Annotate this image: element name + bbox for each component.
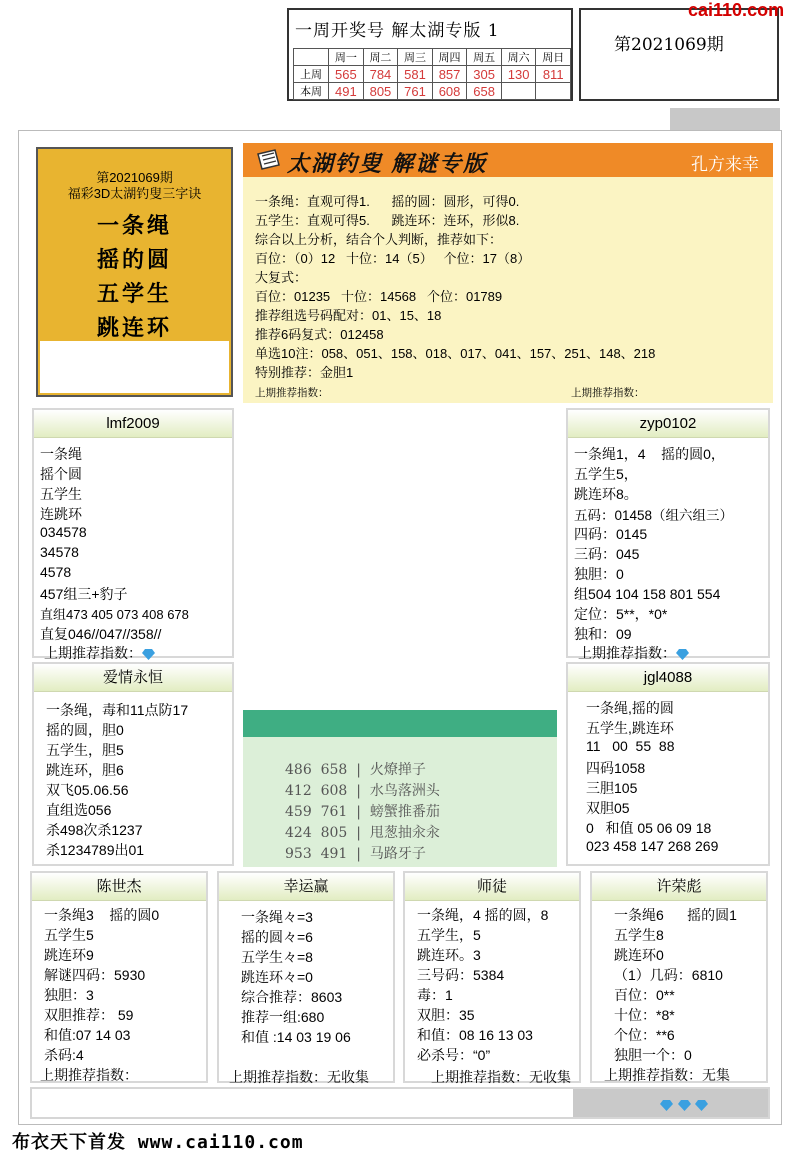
diamond-icon	[142, 649, 155, 660]
diamond-icon	[695, 1100, 708, 1111]
box-line: 直复046//047//358//	[40, 626, 162, 642]
grey-bar	[670, 108, 780, 130]
box-zyp0102	[566, 408, 770, 661]
box-line: 五码：01458（组六组三）	[574, 508, 734, 523]
main-header	[243, 143, 773, 177]
main-line: 百位：（0）12 十位：14（5） 个位：17（8）	[255, 251, 531, 266]
box-line: 跳连环0	[614, 947, 664, 963]
box-line: 34578	[40, 544, 79, 560]
main-note-left: 上期推荐指数：	[255, 387, 329, 399]
box-line: 和值：08 16 13 03	[417, 1027, 533, 1043]
box-line: 综合推荐：8603	[241, 989, 343, 1005]
box-line: （1）几码：6810	[614, 967, 723, 983]
main-line: 推荐6码复式：012458	[255, 327, 384, 342]
box-line: 组504 104 158 801 554	[574, 586, 721, 602]
box-line: 摇的圆々=6	[241, 929, 313, 945]
weekly-draw-title: 一周开奖号 解太湖专版 1	[295, 21, 500, 41]
poster-line: 一条绳	[96, 213, 172, 239]
box-line: 三号码：5384	[417, 967, 505, 983]
scroll-icon	[255, 148, 281, 172]
box-line: 四码1058	[586, 760, 646, 776]
box-title: 师徒	[405, 873, 579, 901]
box-line: 个位：**6	[614, 1027, 675, 1043]
box-note	[44, 643, 155, 663]
main-line: 单选10注：058、051、158、018、017、041、157、251、148、218	[255, 346, 656, 361]
bottom-strip	[30, 1087, 770, 1119]
issue-number: 第2021069期	[614, 35, 724, 55]
riddle-line: 424 805 | 甩葱抽汆汆	[285, 825, 440, 841]
box-note: 上期推荐指数：无收集	[431, 1069, 571, 1085]
issue-box	[579, 8, 779, 101]
box-line: 五学生，5	[417, 927, 481, 943]
diamond-icon	[678, 1100, 691, 1111]
box-line: 双胆：35	[417, 1007, 475, 1023]
main-line: 五学生：直观可得5. 跳连环：连环，形似8.	[255, 213, 520, 228]
box-line: 独和：09	[574, 626, 632, 642]
box-line: 双胆推荐： 59	[44, 1007, 134, 1023]
box-line: 杀498次杀1237	[46, 822, 143, 838]
box-xing	[217, 871, 395, 1083]
riddle-line: 486 658 | 火燎掸子	[285, 762, 426, 778]
box-line: 直组选056	[46, 802, 112, 818]
box-line: 独胆一个：0	[614, 1047, 692, 1063]
main-note-right: 上期推荐指数：	[571, 387, 645, 399]
day-header: 周三	[398, 49, 433, 66]
box-lmf2009	[32, 408, 234, 661]
main-title: 太湖钓叟 解谜专版	[287, 151, 488, 176]
main-line: 综合以上分析，结合个人判断，推荐如下：	[255, 232, 503, 247]
box-line: 一条绳6 摇的圆1	[614, 907, 737, 923]
site-logo[interactable]: cai110.com	[688, 0, 785, 20]
box-line: 五学生5	[44, 927, 94, 943]
box-line: 一条绳々=3	[241, 909, 313, 925]
box-line: 跳连环々=0	[241, 969, 313, 985]
box-line: 五学生,跳连环	[586, 720, 674, 736]
box-title: 幸运赢	[219, 873, 393, 901]
box-line: 和值:07 14 03	[44, 1027, 131, 1043]
box-line: 023 458 147 268 269	[586, 838, 719, 854]
box-line: 一条绳	[40, 446, 82, 462]
table-row: 本周 491 805 761 608 658	[294, 83, 571, 100]
box-line: 十位：*8*	[614, 1007, 675, 1023]
box-title: 爱情永恒	[34, 664, 232, 692]
box-line: 五学生々=8	[241, 949, 313, 965]
main-line: 百位：01235 十位：14568 个位：01789	[255, 289, 503, 304]
box-line: 双飞05.06.56	[46, 782, 129, 798]
box-line: 4578	[40, 564, 72, 580]
main-line: 一条绳：直观可得1. 摇的圆：圆形，可得0.	[255, 194, 520, 209]
box-note: 上期推荐指数：无集	[604, 1067, 730, 1083]
riddle-line: 459 761 | 螃蟹推番茄	[285, 804, 440, 820]
day-header: 周日	[536, 49, 571, 66]
main-line: 特别推荐：金胆1	[255, 365, 354, 380]
box-line: 一条绳，毒和11点防17	[46, 702, 189, 718]
box-xu	[590, 871, 768, 1083]
green-header-bar	[243, 710, 557, 737]
box-line: 五学生5，	[574, 466, 638, 482]
poster-subtitle: 福彩3D太湖钓叟三字诀	[67, 186, 202, 201]
main-body	[243, 177, 773, 403]
weekly-draw-box	[287, 8, 573, 101]
day-header: 周一	[329, 49, 364, 66]
box-note: 上期推荐指数：无收集	[229, 1069, 369, 1085]
box-line: 百位：0**	[614, 987, 675, 1003]
box-love	[32, 662, 234, 866]
box-line: 034578	[40, 524, 87, 540]
box-line: 必杀号：“0”	[417, 1047, 491, 1063]
box-line: 跳连环8。	[574, 486, 638, 502]
box-title: lmf2009	[34, 410, 232, 438]
table-row: 上周 565 784 581 857 305 130 811	[294, 66, 571, 83]
box-line: 五学生8	[614, 927, 664, 943]
box-line: 连跳环	[40, 506, 82, 522]
box-title: 许荣彪	[592, 873, 766, 901]
box-line: 和值 :14 03 19 06	[241, 1029, 351, 1045]
day-header: 周二	[363, 49, 398, 66]
box-line: 独胆：3	[44, 987, 94, 1003]
box-title: 陈世杰	[32, 873, 206, 901]
box-line: 四码：0145	[574, 526, 648, 542]
box-line: 杀码:4	[44, 1047, 84, 1063]
day-header: 周六	[501, 49, 536, 66]
box-line: 杀1234789出01	[46, 842, 145, 858]
box-line: 0 和值 05 06 09 18	[586, 820, 712, 836]
day-header: 周四	[432, 49, 467, 66]
box-line: 跳连环，胆6	[46, 762, 124, 778]
box-line: 跳连环9	[44, 947, 94, 963]
poster-line: 五学生	[96, 281, 172, 307]
box-line: 双胆05	[586, 800, 630, 816]
box-line: 摇个圆	[40, 466, 82, 482]
box-jgl4088	[566, 662, 770, 866]
poster-line: 跳连环	[96, 315, 172, 341]
poster	[36, 147, 233, 397]
box-line: 直组473 405 073 408 678	[40, 607, 189, 622]
box-line: 三胆105	[586, 780, 638, 796]
box-note	[578, 643, 689, 663]
weekly-draw-table	[293, 48, 571, 100]
box-line: 五学生，胆5	[46, 742, 124, 758]
riddle-line: 953 491 | 马路牙子	[285, 846, 426, 862]
poster-issue: 第2021069期	[96, 170, 173, 185]
note-text: 上期推荐指数：	[578, 645, 676, 661]
green-riddle-panel	[243, 737, 557, 867]
box-line: 推荐一组:680	[241, 1009, 325, 1025]
day-header: 周五	[467, 49, 502, 66]
box-title: jgl4088	[568, 664, 768, 692]
bottom-grey-bar	[573, 1089, 768, 1117]
box-line: 一条绳,摇的圆	[586, 700, 674, 716]
main-line: 推荐组选号码配对：01、15、18	[255, 308, 442, 323]
footer-credit: 布衣天下首发 www.cai110.com	[12, 1132, 304, 1153]
box-shi	[403, 871, 581, 1083]
box-chen	[30, 871, 208, 1083]
box-line: 一条绳3 摇的圆0	[44, 907, 160, 923]
box-line: 三码：045	[574, 546, 640, 562]
box-line: 457组三+豹子	[40, 586, 128, 602]
poster-footer	[40, 341, 229, 393]
diamond-icon	[676, 649, 689, 660]
box-line: 11 00 55 88	[586, 738, 675, 754]
riddle-line: 412 608 | 水鸟落洲头	[285, 783, 440, 799]
rating-diamonds	[660, 1097, 708, 1115]
box-line: 跳连环。3	[417, 947, 481, 963]
box-line: 摇的圆，胆0	[46, 722, 124, 738]
box-line: 独胆：0	[574, 566, 624, 582]
poster-line: 摇的圆	[96, 247, 172, 273]
diamond-icon	[660, 1100, 673, 1111]
box-line: 一条绳，4 摇的圆，8	[417, 907, 549, 923]
box-line: 解谜四码：5930	[44, 967, 146, 983]
main-line: 大复式：	[255, 270, 308, 285]
box-line: 一条绳1，4 摇的圆0，	[574, 446, 725, 462]
box-note: 上期推荐指数：	[40, 1067, 138, 1083]
box-line: 毒：1	[417, 987, 453, 1003]
main-author: 孔方来幸	[691, 155, 759, 174]
note-text: 上期推荐指数：	[44, 645, 142, 661]
box-title: zyp0102	[568, 410, 768, 438]
box-line: 五学生	[40, 486, 82, 502]
box-line: 定位：5**，*0*	[574, 606, 668, 622]
